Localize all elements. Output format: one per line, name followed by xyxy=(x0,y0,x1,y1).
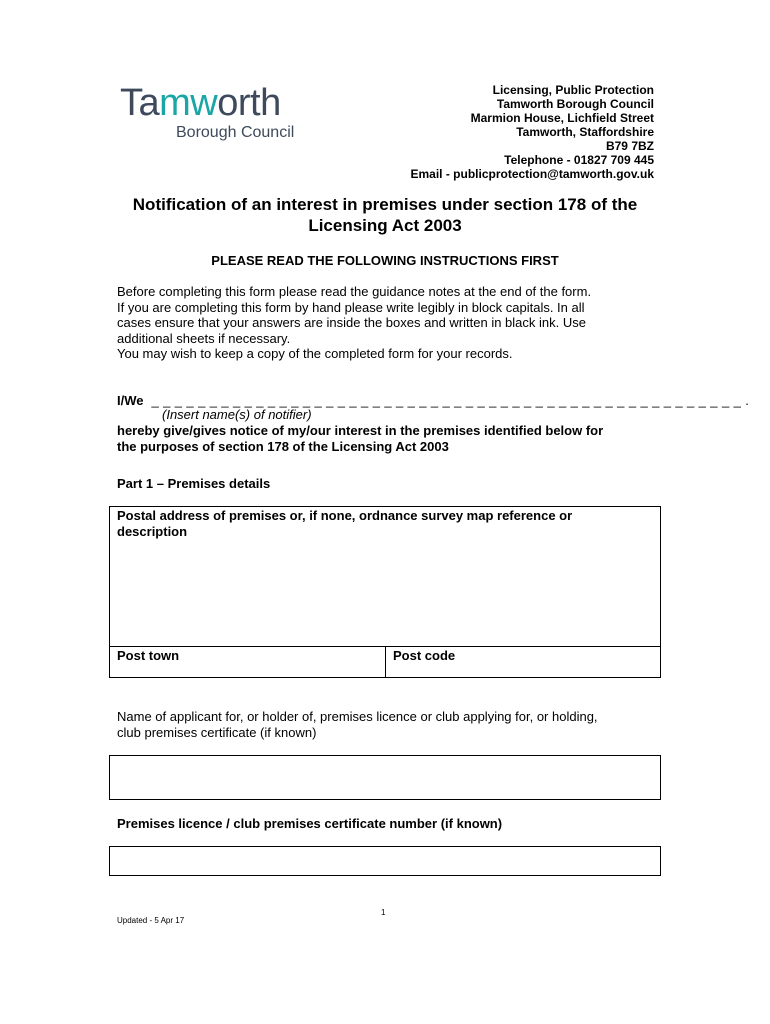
instructions-line: You may wish to keep a copy of the completed form for your records. xyxy=(117,346,513,362)
instructions-line: cases ensure that your answers are inside the boxes and written in black ink. Use xyxy=(117,315,586,331)
postal-address-label-line: description xyxy=(117,523,188,539)
notice-statement-line: the purposes of section 178 of the Licensing Act 2003 xyxy=(117,439,449,454)
telephone-line: Telephone - 01827 709 445 xyxy=(504,153,654,167)
address-line: Tamworth, Staffordshire xyxy=(516,125,654,139)
post-town-field[interactable] xyxy=(109,646,386,678)
notifier-field[interactable] xyxy=(117,393,749,408)
notifier-label: I/We xyxy=(117,393,144,408)
licence-number-label: Premises licence / club premises certificate number (if known) xyxy=(117,816,503,831)
council-address xyxy=(411,83,655,181)
address-line: Tamworth Borough Council xyxy=(496,97,654,111)
logo-subtitle: Borough Council xyxy=(176,124,295,141)
post-code-field[interactable] xyxy=(385,646,661,678)
instructions-text xyxy=(117,284,662,362)
post-code-label: Post code xyxy=(393,648,456,663)
instructions-line: additional sheets if necessary. xyxy=(117,330,291,346)
postal-address-label xyxy=(110,507,660,540)
form-title-line1: Notification of an interest in premises under section 178 of the xyxy=(132,195,638,214)
page-number: 1 xyxy=(381,908,386,917)
logo-wordmark xyxy=(120,84,300,122)
form-title xyxy=(100,194,670,236)
updated-date: Updated - 5 Apr 17 xyxy=(117,916,185,925)
form-title-line2: Licensing Act 2003 xyxy=(308,216,462,235)
address-line: Licensing, Public Protection xyxy=(492,83,654,97)
instructions-heading: PLEASE READ THE FOLLOWING INSTRUCTIONS FIRST xyxy=(211,253,559,268)
instructions-line: Before completing this form please read the guidance notes at the end of the form. xyxy=(117,284,592,299)
notice-statement xyxy=(117,423,662,455)
applicant-name-field[interactable] xyxy=(109,755,661,800)
licence-number-field[interactable] xyxy=(109,846,661,876)
email-line: Email - publicprotection@tamworth.gov.uk xyxy=(410,167,654,181)
address-line: Marmion House, Lichfield Street xyxy=(470,111,654,125)
part1-heading: Part 1 – Premises details xyxy=(117,476,271,491)
notice-statement-line: hereby give/gives notice of my/our interest in the premises identified below for xyxy=(117,423,604,438)
postal-address-label-line: Postal address of premises or, if none, ordnance survey map reference or xyxy=(117,508,573,523)
notifier-name-line[interactable]: _ _ _ _ _ _ _ _ _ _ _ _ _ _ _ _ _ _ _ _ _ _ _ _ _ _ _ _ _ _ _ _ _ _ _ _ _ _ _ _ _ _ _ _ _ _ _ _ _ _ _ . xyxy=(151,393,750,408)
council-logo xyxy=(120,84,300,140)
applicant-label-line: club premises certificate (if known) xyxy=(117,724,317,740)
address-line: B79 7BZ xyxy=(605,139,654,153)
applicant-name-label xyxy=(117,709,662,740)
instructions-line: If you are completing this form by hand please write legibly in block capitals. In all xyxy=(117,299,585,315)
post-town-label: Post town xyxy=(117,648,180,663)
applicant-label-line: Name of applicant for, or holder of, premises licence or club applying for, or holding, xyxy=(117,709,598,724)
postal-address-field[interactable] xyxy=(109,506,661,647)
logo-name: Tamworth xyxy=(120,82,281,124)
notifier-hint: (Insert name(s) of notifier) xyxy=(162,407,312,422)
